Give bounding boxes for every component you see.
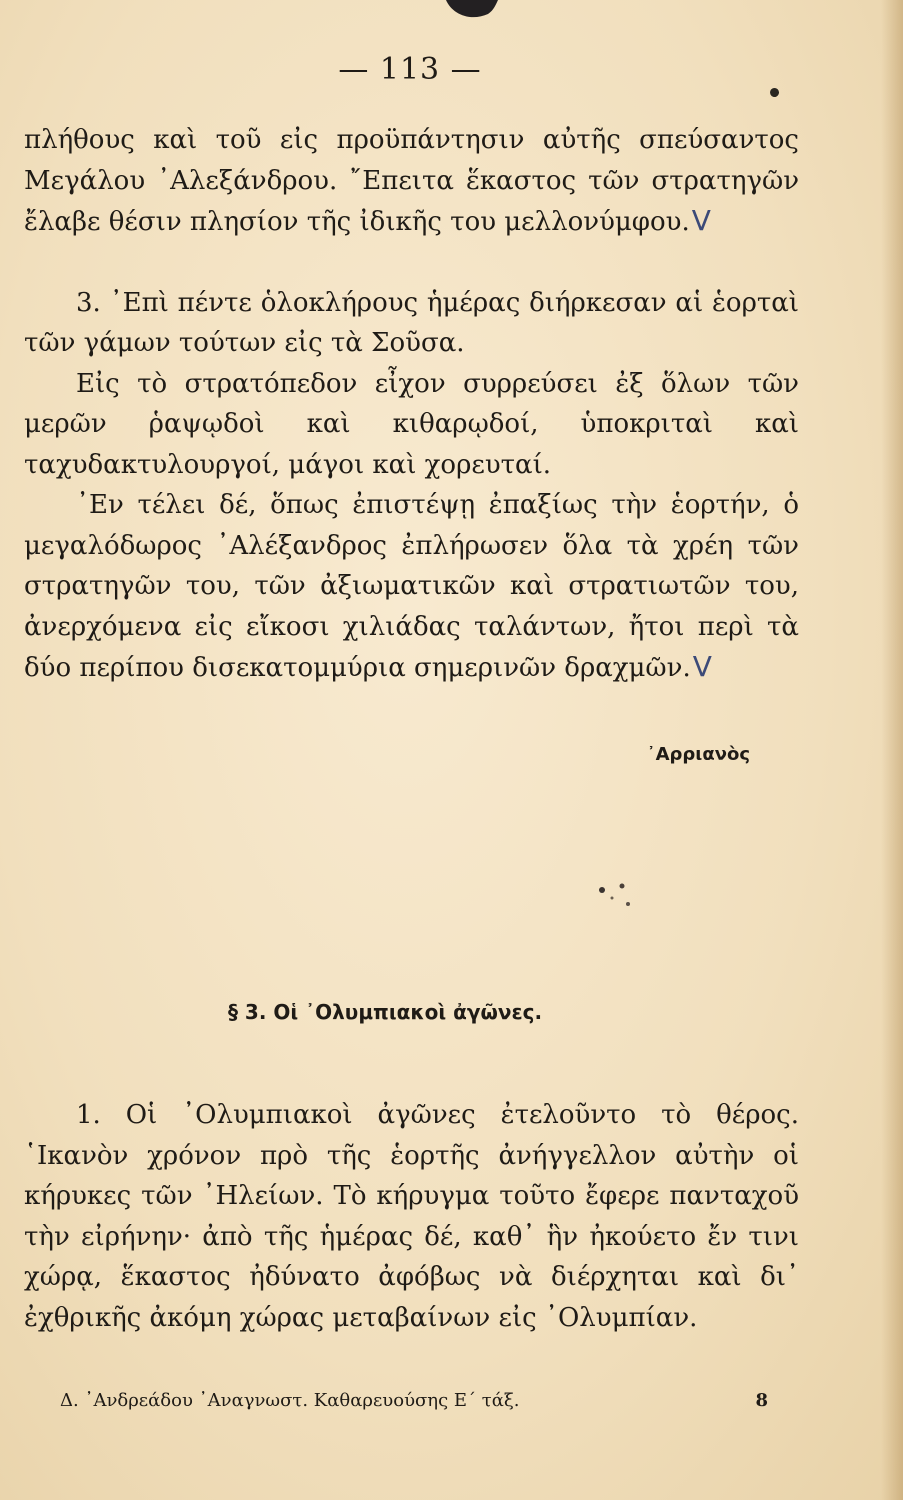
ink-dot — [769, 87, 781, 99]
page-number: — 113 — — [338, 52, 482, 87]
paragraph-performers: Εἰς τὸ στρατόπεδον εἶχον συρρεύσει ἐξ ὅλων τῶν μερῶν ῥαψῳδοὶ καὶ κιθαρῳδοί, ὑποκριταὶ καὶ ταχυδακτυλουργοί, μάγοι καὶ χορευταί. — [24, 368, 799, 480]
attribution-author: ᾿Αρριανὸς — [646, 744, 750, 765]
text-block-top — [24, 120, 799, 689]
footer-book-title: Δ. ᾿Ανδρεάδου ᾿Αναγνωστ. Καθαρευούσης Ε΄ τάξ. — [60, 1390, 520, 1411]
ink-blot-decoration — [440, 0, 500, 26]
footer-signature-number: 8 — [755, 1390, 768, 1411]
ink-smudge-decoration — [592, 876, 642, 916]
paragraph-olympic-games: 1. Οἱ ᾿Ολυμπιακοὶ ἀγῶνες ἐτελοῦντο τὸ θέρος. ῾Ικανὸν χρόνον πρὸ τῆς ἑορτῆς ἀνήγγελλον αὐτὴν οἱ κήρυκες τῶν ᾿Ηλείων. Τὸ κήρυγμα τοῦτο ἔφερε πανταχοῦ τὴν εἰρήνην· ἀπὸ τῆς ἡμέρας δέ, καθ᾿ ἣν ἠκούετο ἔν τινι χώρᾳ, ἕκαστος ἠδύνατο ἀφόβως νὰ διέρχηται καὶ δι᾿ ἐχθρικῆς ἀκόμη χώρας μεταβαίνων εἰς ᾿Ολυμπίαν. — [24, 1100, 799, 1333]
check-mark-icon: V — [692, 650, 712, 683]
section-heading: § 3. Οἱ ᾿Ολυμπιακοὶ ἀγῶνες. — [227, 1000, 543, 1024]
paragraph-3: 3. ᾿Επὶ πέντε ὁλοκλήρους ἡμέρας διήρκεσαν αἱ ἑορταὶ τῶν γάμων τούτων εἰς τὰ Σοῦσα. — [24, 287, 799, 358]
paragraph-debts: ᾿Εν τέλει δέ, ὅπως ἐπιστέψῃ ἐπαξίως τὴν ἑορτήν, ὁ μεγαλόδωρος ᾿Αλέξανδρος ἐπλήρωσεν ὅλα τὰ χρέη τῶν στρατηγῶν του, τῶν ἀξιωματικῶν καὶ στρατιωτῶν του, ἀνερχόμενα εἰς εἴκοσι χιλιάδας ταλάντων, ἤτοι περὶ τὰ δύο περίπου δισεκατομμύρια σημερινῶν δραχμῶν.V — [24, 490, 799, 683]
page-edge-shadow — [881, 0, 903, 1500]
text-block-bottom — [24, 1095, 799, 1338]
check-mark-icon: V — [691, 204, 711, 237]
paragraph-continuation: πλήθους καὶ τοῦ εἰς προϋπάντησιν αὐτῆς σπεύσαντος Μεγάλου ᾿Αλεξάνδρου. ῎Επειτα ἕκαστος τῶν στρατηγῶν ἔλαβε θέσιν πλησίον τῆς ἰδικῆς του μελλονύμφου.V — [24, 125, 799, 237]
